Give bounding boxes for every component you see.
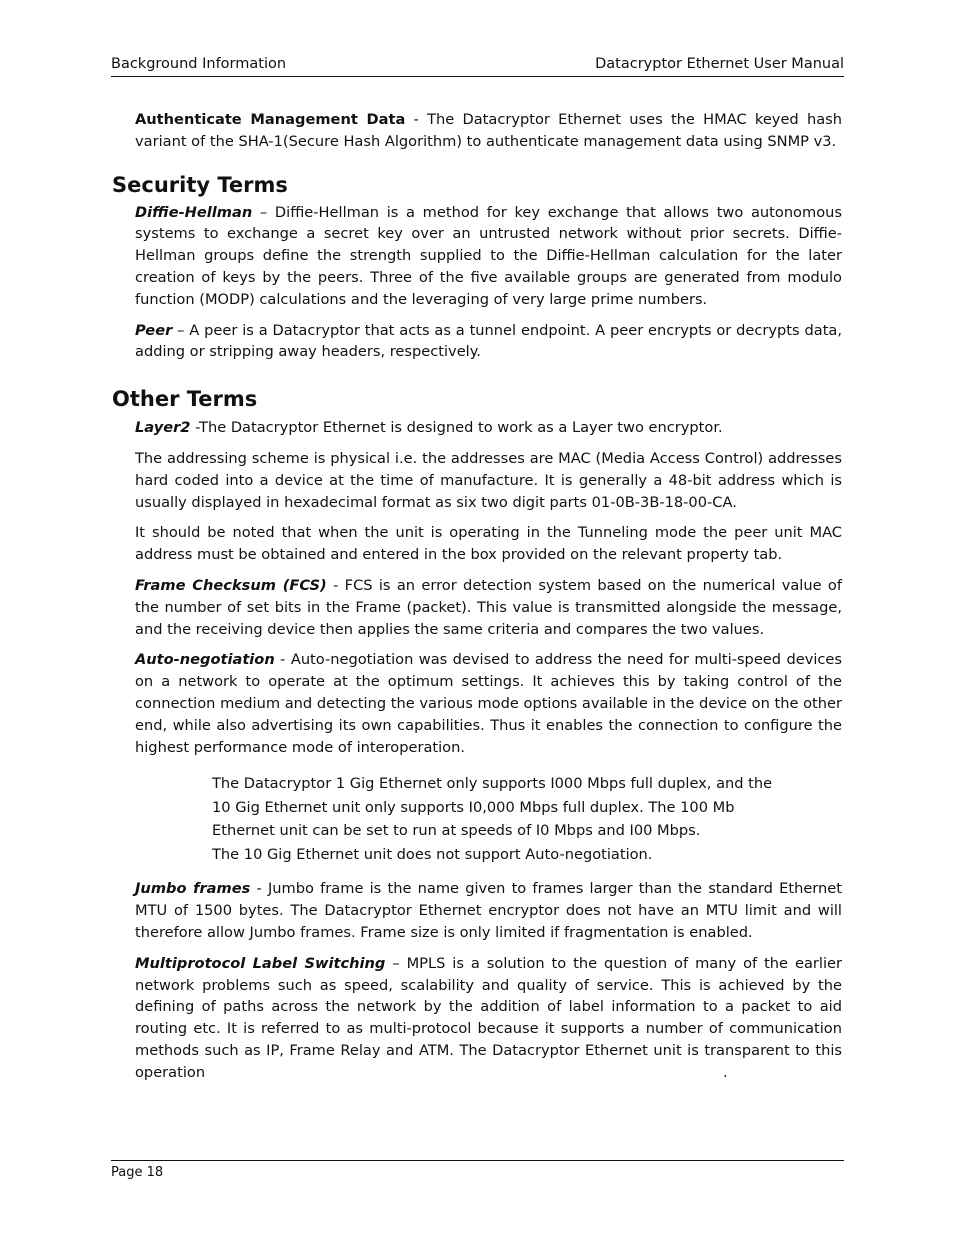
note-line: Ethernet unit can be set to run at speeds of I0 Mbps and I00 Mbps. (212, 822, 701, 840)
header-manual-title: Datacryptor Ethernet User Manual (595, 56, 844, 72)
term-jumbo-frames: Jumbo frames (135, 880, 251, 898)
peer-paragraph (135, 320, 842, 364)
term-frame-checksum: Frame Checksum (FCS) (135, 576, 327, 594)
security-terms-heading: Security Terms (112, 172, 288, 197)
mpls-trailing-period: . (723, 1063, 728, 1081)
term-authenticate-management-data: Authenticate Management Data (135, 111, 406, 128)
page-number: Page 18 (111, 1165, 164, 1180)
peer-text: – A peer is a Datacryptor that acts as a tunnel endpoint. A peer encrypts or decrypts data, adding or stripping away headers, respectively. (135, 321, 842, 361)
jumbo-frames-paragraph (135, 878, 842, 943)
term-auto-negotiation: Auto-negotiation (135, 651, 275, 669)
layer2-paragraph (135, 417, 842, 439)
term-layer2: Layer2 (135, 419, 191, 437)
note-line: The Datacryptor 1 Gig Ethernet only supports I000 Mbps full duplex, and the (212, 775, 773, 793)
page-footer (111, 1160, 844, 1180)
mpls-text: – MPLS is a solution to the question of many of the earlier network problems such as speed, scalability and quality of service. This is achieved by the defining of paths across the network by the addition of label information to a packet to aid routing etc. It is referred to as multi-protocol because it supports a number of communication methods such as IP, Frame Relay and ATM. The Datacryptor Ethernet unit is transparent to this (135, 954, 842, 1059)
term-mpls: Multiprotocol Label Switching (135, 954, 386, 972)
diffie-hellman-paragraph (135, 202, 842, 311)
authenticate-management-text: - The Datacryptor Ethernet uses the HMAC keyed hash variant of the SHA-1(Secure Hash Algorithm) to authenticate management data using SNMP v3. (135, 111, 842, 150)
page-content (112, 109, 842, 1093)
ethernet-speed-note (212, 772, 812, 866)
jumbo-frames-text: - Jumbo frame is the name given to frames larger than the standard Ethernet MTU of 1500 bytes. The Datacryptor Ethernet encryptor does not have an MTU limit and will therefore allow Jumbo frames. Frame size is only limited if fragmentation is enabled. (135, 880, 842, 941)
fcs-paragraph (135, 575, 842, 640)
auto-negotiation-paragraph (135, 649, 842, 758)
layer2-text: -The Datacryptor Ethernet is designed to work as a Layer two encryptor. (190, 419, 723, 437)
fcs-text: - FCS is an error detection system based on the numerical value of the number of set bits in the Frame (packet). This value is transmitted alongside the message, and the receiving device then applies the same criteria and compares the two values. (135, 576, 842, 638)
page-header (111, 56, 844, 77)
note-line: 10 Gig Ethernet unit only supports I0,000 Mbps full duplex. The 100 Mb (212, 798, 735, 816)
auto-negotiation-text: - Auto-negotiation was devised to address the need for multi-speed devices on a network to operate at the optimum settings. It achieves this by taking control of the connection medium and detecting the various mode options available in the device on the other end, while also advertising its own capabilities. Thus it enables the connection to configure the highest performance mode of interoperation. (135, 651, 842, 756)
header-section-title: Background Information (111, 56, 287, 72)
diffie-hellman-text: – Diffie-Hellman is a method for key exchange that allows two autonomous systems to exchange a secret key over an untrusted network without prior secrets. Diffie-Hellman groups define the strength supplied to the Diffie-Hellman calculation for the later creation of keys by the peers. Three of the five available groups are generated from modulo function (MODP) calculations and the leveraging of very large prime numbers. (135, 203, 842, 308)
other-terms-heading: Other Terms (112, 387, 258, 412)
mpls-paragraph (135, 953, 842, 1084)
authenticate-management-paragraph (135, 109, 842, 153)
mpls-last-line (135, 1062, 842, 1084)
mpls-last-word: operation (135, 1063, 206, 1081)
addressing-paragraph: The addressing scheme is physical i.e. the addresses are MAC (Media Access Control) addresses hard coded into a device at the time of manufacture. It is generally a 48-bit address which is usually displayed in hexadecimal format as six two digit parts 01-0B-3B-18-00-CA. (135, 449, 842, 511)
tunneling-paragraph: It should be noted that when the unit is operating in the Tunneling mode the peer unit MAC address must be obtained and entered in the box provided on the relevant property tab. (135, 524, 842, 564)
term-diffie-hellman: Diffie-Hellman (135, 203, 253, 221)
term-peer: Peer (135, 321, 173, 339)
note-line: The 10 Gig Ethernet unit does not support Auto-negotiation. (212, 845, 653, 863)
